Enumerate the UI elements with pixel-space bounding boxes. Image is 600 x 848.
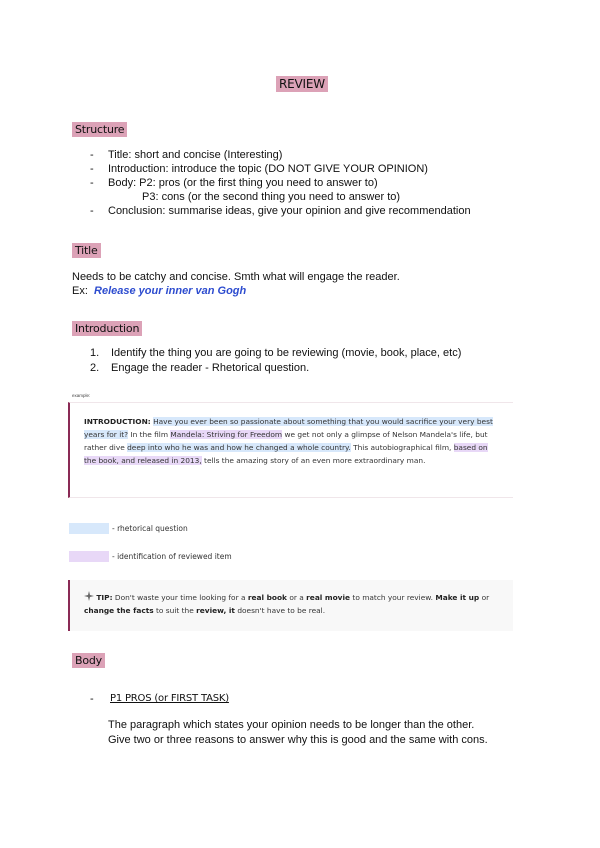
tip-callout: TIP: Don't waste your time looking for a real book or a real movie to match your review. Make it up or change the facts to suit the review, it doesn't have to be real. xyxy=(68,580,513,631)
list-item: P3: cons (or the second thing you need to answer to) xyxy=(142,191,401,203)
body-description: The paragraph which states your opinion needs to be longer than the other. Give two or three reasons to answer why this is good and the same with cons. xyxy=(108,719,488,746)
list-item: - Conclusion: summarise ideas, give your opinion and give recommendation xyxy=(90,205,471,217)
list-item: 2. Engage the reader - Rhetorical question. xyxy=(90,362,310,374)
intro-example-callout: INTRODUCTION: Have you ever been so passionate about something that you would sacrifice your very best years for it? In the film Mandela: Striving for Freedom we get not only a glimpse of Nelson Mandela's life, but rather dive deep into who he was and how he changed a whole country. This autobiographical film, based on the book, and released in 2013, tells the amazing story of an even more extraordinary man. xyxy=(68,402,513,498)
legend-label: - identification of reviewed item xyxy=(112,552,232,561)
legend-swatch-purple xyxy=(69,551,109,562)
page-title: REVIEW xyxy=(276,76,328,92)
section-heading-structure: Structure xyxy=(72,122,127,137)
sparkle-icon xyxy=(84,591,94,601)
section-heading-introduction: Introduction xyxy=(72,321,142,336)
example-title-link: Release your inner van Gogh xyxy=(94,285,247,297)
list-item: - Title: short and concise (Interesting) xyxy=(90,149,283,161)
title-description: Needs to be catchy and concise. Smth what will engage the reader. Ex: Release your inner van Gogh xyxy=(72,271,400,297)
legend-swatch-blue xyxy=(69,523,109,534)
list-item: 1. Identify the thing you are going to be reviewing (movie, book, place, etc) xyxy=(90,347,462,359)
structure-list xyxy=(72,148,471,218)
body-subheading: P1 PROS (or FIRST TASK) xyxy=(110,693,229,704)
legend-label: - rhetorical question xyxy=(112,524,188,533)
section-heading-body: Body xyxy=(72,653,105,668)
list-item: - Body: P2: pros (or the first thing you need to answer to) xyxy=(90,177,378,189)
section-heading-title: Title xyxy=(72,243,101,258)
list-item: - Introduction: introduce the topic (DO NOT GIVE YOUR OPINION) xyxy=(90,163,428,175)
list-dash: - xyxy=(90,693,94,705)
example-label: example: xyxy=(72,393,91,398)
intro-list xyxy=(72,346,461,376)
